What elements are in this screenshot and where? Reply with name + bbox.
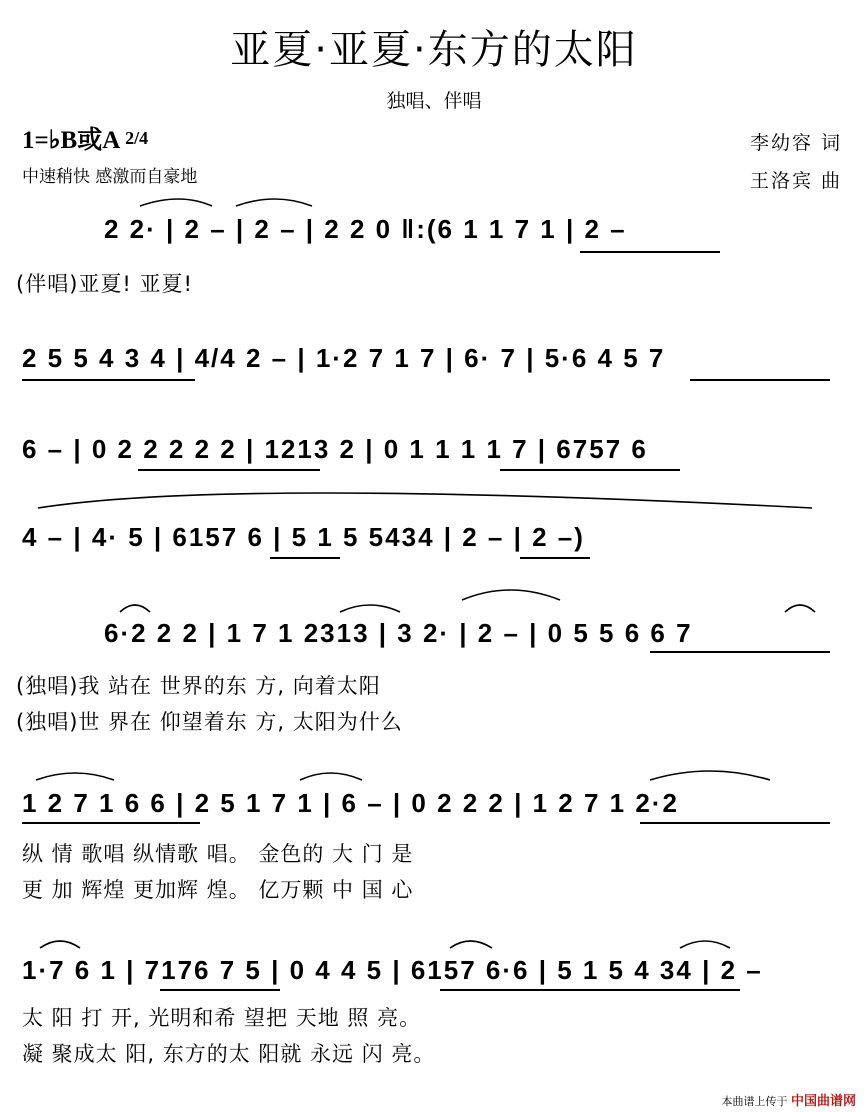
slur [40, 941, 80, 948]
time-signature: 2/4 [125, 128, 149, 148]
slur [462, 590, 560, 600]
slur [650, 771, 770, 780]
lyricist: 李幼容 词 [749, 132, 842, 154]
score-line-7-lyric-2: 凝 聚成太 阳, 东方的太 阳就 永远 闪 亮。 [22, 1042, 436, 1066]
composer: 王洛宾 曲 [749, 170, 842, 192]
slur [38, 493, 812, 508]
slur [300, 773, 362, 780]
slur [450, 941, 492, 948]
score-line-6-notes: 1 2 7 1 6 6 | 2 5 1 7 1 | 6 – | 0 2 2 2 | 1 2 7 1 2·2 [22, 788, 679, 818]
tempo-marking: 中速稍快 感激而自豪地 [22, 167, 198, 187]
slur [140, 199, 212, 206]
subtitle: 独唱、伴唱 [386, 90, 482, 112]
score-line-6-lyric-2: 更 加 辉煌 更加辉 煌。 亿万颗 中 国 心 [22, 878, 414, 902]
score-line-7-lyric-1: 太 阳 打 开, 光明和希 望把 天地 照 亮。 [22, 1006, 422, 1030]
score-line-5-lyric-1: (独唱)我 站在 世界的东 方, 向着太阳 [16, 674, 381, 698]
slur [236, 199, 312, 206]
score-line-2-notes: 2 5 5 4 3 4 | 4/4 2 – | 1·2 7 1 7 | 6· 7 | 5·6 4 5 7 [22, 343, 666, 373]
slur [36, 773, 114, 780]
score-line-1-notes: 2 2· | 2 – | 2 – | 2 2 0 ‖:(6 1 1 7 1 | 2 – [104, 214, 627, 244]
key-text: 1=♭B或A [22, 127, 119, 154]
score-line-5-notes: 6·2 2 2 | 1 7 1 2313 | 3 2· | 2 – | 0 5 5 6 6 7 [104, 618, 693, 648]
score-line-7-notes: 1·7 6 1 | 7176 7 5 | 0 4 4 5 | 6157 6·6 | 5 1 5 4 34 | 2 – [22, 955, 763, 985]
slur [785, 605, 815, 612]
footer-upload-text: 本曲谱上传于 [721, 1095, 788, 1108]
page-title: 亚夏·亚夏·东方的太阳 [230, 27, 638, 73]
slur [680, 941, 730, 948]
score-line-4-notes: 4 – | 4· 5 | 6157 6 | 5 1 5 5434 | 2 – | 2 –) [22, 522, 585, 552]
slur [120, 605, 150, 612]
footer-credit [721, 1090, 856, 1109]
slur [340, 605, 400, 612]
score-line-1-lyric: (伴唱)亚夏! 亚夏! [16, 272, 193, 296]
score-line-5-lyric-2: (独唱)世 界在 仰望着东 方, 太阳为什么 [16, 710, 403, 734]
footer-brand[interactable]: 中国曲谱网 [790, 1094, 856, 1109]
score-line-3-notes: 6 – | 0 2 2 2 2 2 | 1213 2 | 0 1 1 1 1 7 | 6757 6 [22, 434, 648, 464]
score-line-6-lyric-1: 纵 情 歌唱 纵情歌 唱。 金色的 大 门 是 [22, 842, 414, 866]
